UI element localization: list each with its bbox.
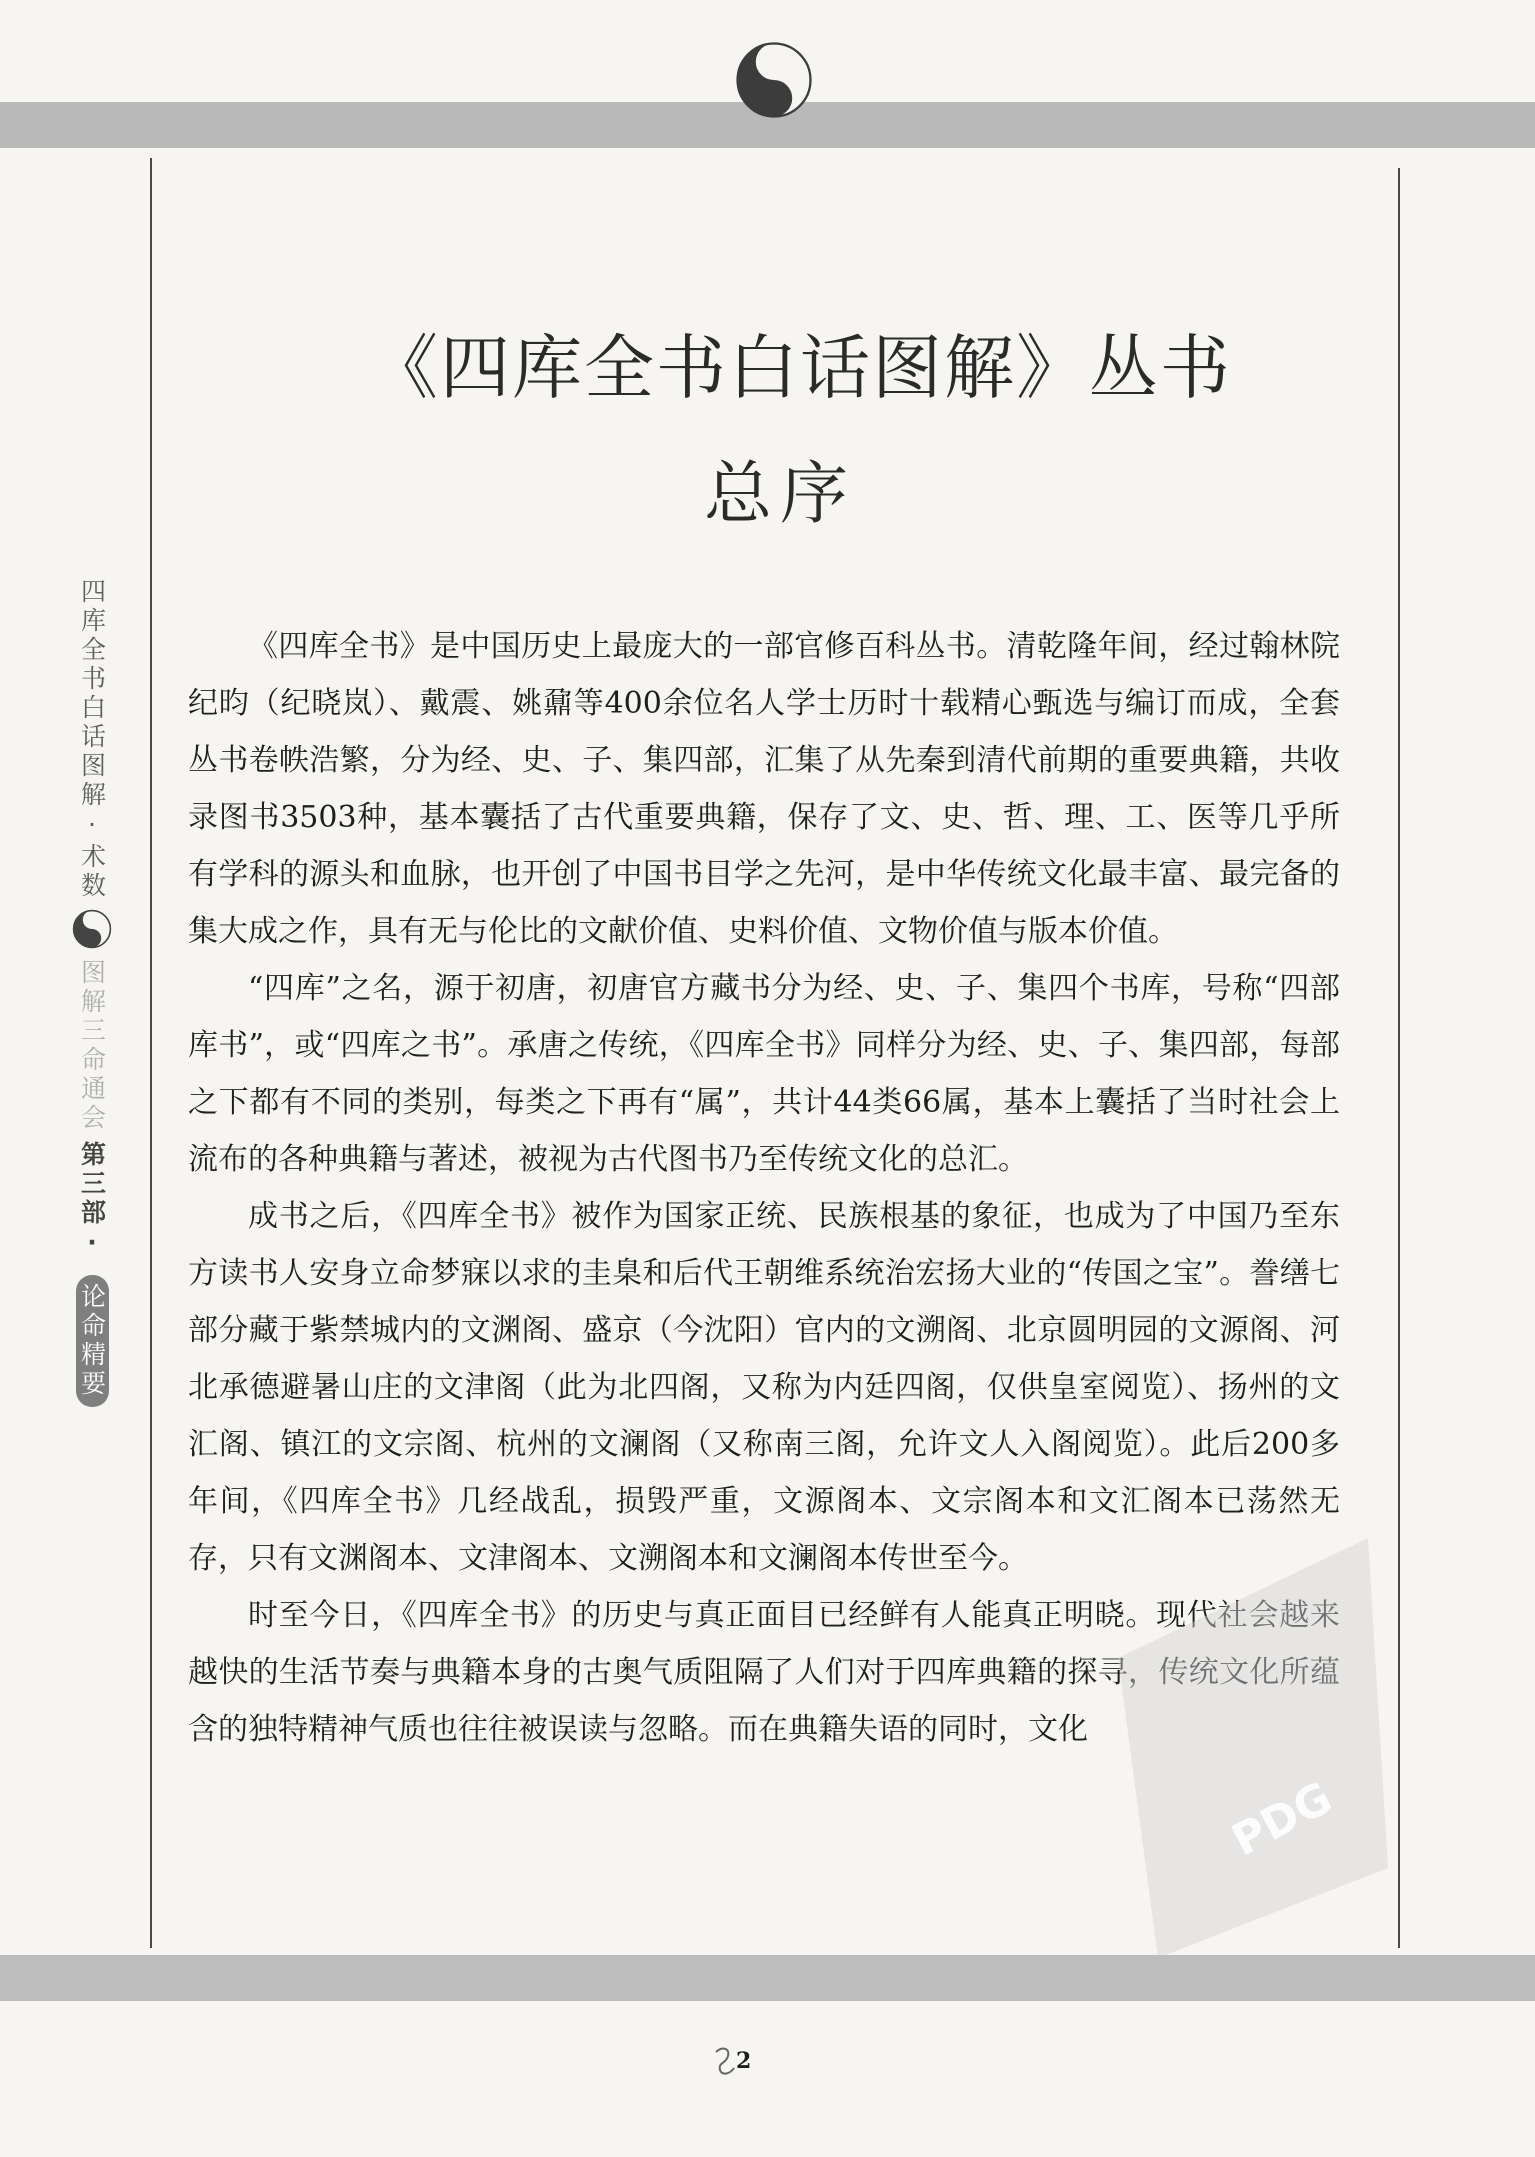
sidebar-series-label: 四库全书白话图解·术数 bbox=[77, 578, 107, 901]
yin-yang-icon bbox=[72, 909, 112, 949]
paragraph: 《四库全书》是中国历史上最庞大的一部官修百科丛书。清乾隆年间，经过翰林院纪昀（纪晓岚）、戴震、姚鼐等400余位名人学士历时十载精心甄选与编订而成，全套丛书卷帙浩繁，分为经、史、子、集四部，汇集了从先秦到清代前期的重要典籍，共收录图书3503种，基本囊括了古代重要典籍，保存了文、史、哲、理、工、医等几乎所有学科的源头和血脉，也开创了中国书目学之先河，是中华传统文化最丰富、最完备的集大成之作，具有无与伦比的文献价值、史料价值、文物价值与版本价值。 bbox=[188, 629, 1340, 949]
footer-band bbox=[0, 1955, 1535, 2001]
page-title: 《四库全书白话图解》丛书 bbox=[368, 327, 1232, 409]
sidebar-part-label: 第三部· bbox=[77, 1141, 107, 1261]
paragraph: 成书之后，《四库全书》被作为国家正统、民族根基的象征，也成为了中国乃至东方读书人安身立命梦寐以求的圭臬和后代王朝维系统治宏扬大业的“传国之宝”。誊缮七部分藏于紫禁城内的文渊阁、盛京（今沈阳）官内的文溯阁、北京圆明园的文源阁、河北承德避暑山庄的文津阁（此为北四阁，又称为内廷四阁，仅供皇室阅览）、扬州的文汇阁、镇江的文宗阁、杭州的文澜阁（又称南三阁，允许文人入阁阅览）。此后200多年间，《四库全书》几经战乱，损毁严重，文源阁本、文宗阁本和文汇阁本已荡然无存，只有文渊阁本、文津阁本、文溯阁本和文澜阁本传世至今。 bbox=[188, 1199, 1340, 1576]
svg-text:PDG: PDG bbox=[1223, 1772, 1341, 1867]
sidebar-book-label: 图解三命通会 bbox=[77, 959, 107, 1133]
page-number bbox=[712, 2042, 772, 2082]
paragraph: “四库”之名，源于初唐，初唐官方藏书分为经、史、子、集四个书库，号称“四部库书”，或“四库之书”。承唐之传统，《四库全书》同样分为经、史、子、集四部，每部之下都有不同的类别，每类之下再有“属”，共计44类66属，基本上囊括了当时社会上流布的各种典籍与著述，被视为古代图书乃至传统文化的总汇。 bbox=[188, 971, 1340, 1177]
page-subtitle: 总序 bbox=[703, 455, 856, 534]
left-border-line bbox=[150, 158, 152, 1948]
paragraph: 时至今日，《四库全书》的历史与真正面目已经鲜有人能真正明晓。现代社会越来越快的生活节奏与典籍本身的古奥气质阻隔了人们对于四库典籍的探寻，传统文化所蕴含的独特精神气质也往往被误读与忽略。而在典籍失语的同时，文化 bbox=[188, 1598, 1340, 1747]
page-number-value: 2 bbox=[736, 2048, 752, 2074]
body-text bbox=[188, 618, 1340, 1758]
sidebar-running-title bbox=[72, 578, 112, 1407]
sidebar-section-badge: 论命精要 bbox=[76, 1275, 109, 1407]
yin-yang-icon bbox=[736, 42, 812, 118]
right-border-line bbox=[1398, 168, 1400, 1948]
